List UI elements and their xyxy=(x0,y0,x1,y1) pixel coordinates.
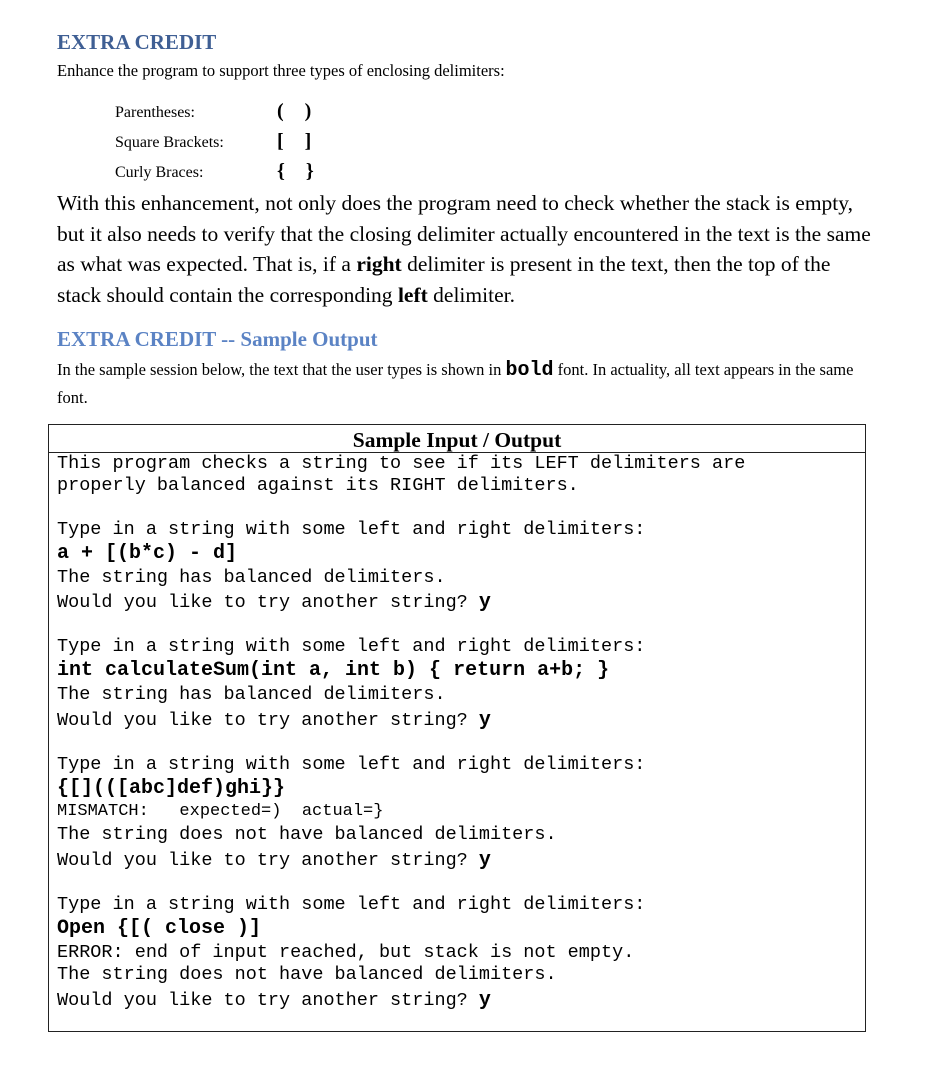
note-bold-word: bold xyxy=(505,359,554,382)
io-line: The string does not have balanced delimiters. xyxy=(57,964,557,985)
delimiter-label: Curly Braces: xyxy=(115,164,204,181)
io-line: Type in a string with some left and right delimiters: xyxy=(57,519,646,540)
delimiter-row-curly-braces xyxy=(115,160,415,186)
io-line: Type in a string with some left and right delimiters: xyxy=(57,894,646,915)
io-line: Type in a string with some left and right delimiters: xyxy=(57,636,646,657)
delimiter-glyphs: [ ] xyxy=(277,130,320,152)
io-line-user-input: int calculateSum(int a, int b) { return a+b; } xyxy=(57,659,610,682)
io-prompt: Would you like to try another string? xyxy=(57,592,479,613)
extra-credit-intro: Enhance the program to support three types of enclosing delimiters: xyxy=(57,61,505,80)
io-line: Type in a string with some left and right delimiters: xyxy=(57,754,646,775)
io-line xyxy=(57,989,491,1012)
io-line: The string has balanced delimiters. xyxy=(57,684,446,705)
io-line: The string does not have balanced delimiters. xyxy=(57,824,557,845)
io-line: MISMATCH: expected=) actual=} xyxy=(57,802,384,821)
delimiter-row-parentheses xyxy=(115,100,415,126)
io-prompt: Would you like to try another string? xyxy=(57,990,479,1011)
io-line: This program checks a string to see if its LEFT delimiters are xyxy=(57,453,746,474)
delimiter-label: Parentheses: xyxy=(115,104,195,121)
sample-note xyxy=(57,356,877,411)
io-line xyxy=(57,591,491,614)
io-line-user-input: Open {[( close )] xyxy=(57,917,262,940)
paragraph-bold-left: left xyxy=(397,282,428,307)
io-line: properly balanced against its RIGHT delimiters. xyxy=(57,475,579,496)
note-text: font. In actuality, all text appears in the same font. xyxy=(57,360,854,407)
io-line-user-input: {[](([abc]def)ghi}} xyxy=(57,777,286,800)
io-prompt: Would you like to try another string? xyxy=(57,850,479,871)
paragraph-bold-right: right xyxy=(356,252,402,276)
io-line xyxy=(57,709,491,732)
io-answer: y xyxy=(478,709,491,732)
paragraph-text: delimiter is present in the text, then the top of the stack should contain the corresponding xyxy=(57,252,831,307)
sample-io-title: Sample Input / Output xyxy=(49,425,865,453)
io-answer: y xyxy=(478,591,491,614)
sample-output-heading: EXTRA CREDIT -- Sample Output xyxy=(57,327,378,351)
paragraph-text: With this enhancement, not only does the program need to check whether the stack is empty, but it also needs to verify that the closing delimiter actually encountered in the text is the same as what was expected. That is, if a xyxy=(57,191,871,276)
sample-io-box xyxy=(48,424,866,1032)
io-line-user-input: a + [(b*c) - d] xyxy=(57,542,238,565)
io-prompt: Would you like to try another string? xyxy=(57,710,479,731)
paragraph-text: delimiter. xyxy=(427,282,515,307)
delimiter-label: Square Brackets: xyxy=(115,134,224,151)
io-line xyxy=(57,849,491,872)
io-line: ERROR: end of input reached, but stack is not empty. xyxy=(57,942,635,963)
enhancement-paragraph xyxy=(57,188,877,310)
delimiter-glyphs: ( ) xyxy=(277,100,320,122)
delimiter-glyphs: { } xyxy=(277,160,322,182)
note-text: In the sample session below, the text that the user types is shown in xyxy=(57,360,506,379)
io-line: The string has balanced delimiters. xyxy=(57,567,446,588)
io-answer: y xyxy=(478,989,491,1012)
extra-credit-heading: EXTRA CREDIT xyxy=(57,30,217,54)
delimiter-row-square-brackets xyxy=(115,130,415,156)
io-answer: y xyxy=(478,849,491,872)
